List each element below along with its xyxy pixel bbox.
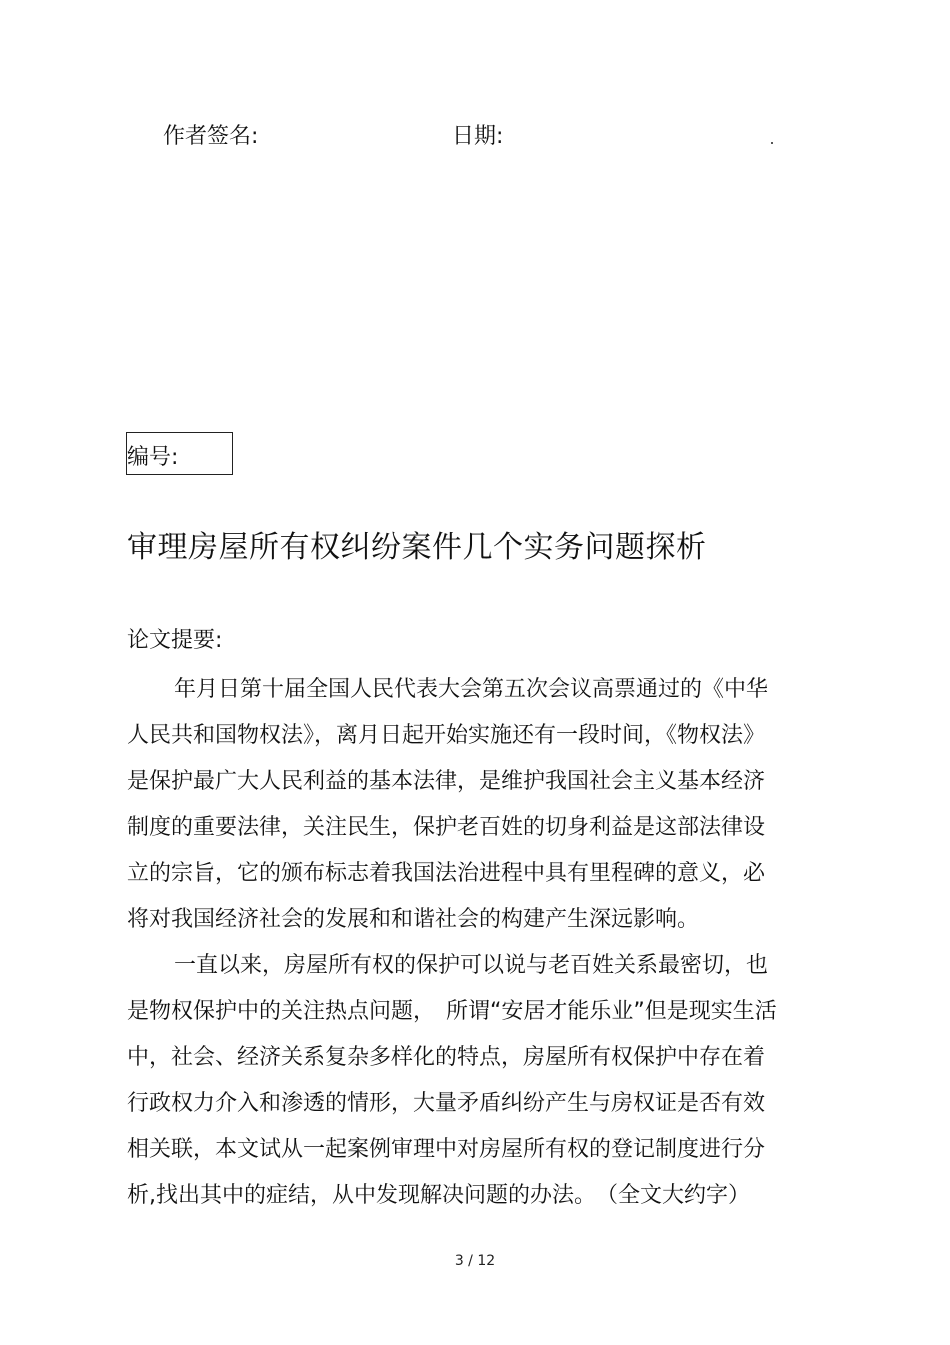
abstract-p1-line-3: 是保护最广大人民利益的基本法律，是维护我国社会主义基本经济 [127, 769, 766, 794]
stray-mark [771, 142, 773, 144]
author-signature-label: 作者签名: [163, 124, 259, 149]
abstract-p1-line-1: 年月日第十届全国人民代表大会第五次会议高票通过的《中华 [174, 677, 769, 702]
abstract-p1-line-4: 制度的重要法律，关注民生，保护老百姓的切身利益是这部法律设 [127, 815, 766, 840]
abstract-p2-line-4: 行政权力介入和渗透的情形，大量矛盾纠纷产生与房权证是否有效 [127, 1091, 766, 1116]
abstract-p1-line-6: 将对我国经济社会的发展和和谐社会的构建产生深远影响。 [127, 907, 700, 932]
abstract-p2-line-5: 相关联，本文试从一起案例审理中对房屋所有权的登记制度进行分 [127, 1137, 766, 1162]
abstract-p1-line-2: 人民共和国物权法》，离月日起开始实施还有一段时间，《物权法》 [127, 723, 766, 748]
abstract-heading: 论文提要: [127, 628, 223, 653]
abstract-p2-line-6: 析,找出其中的症结，从中发现解决问题的办法。 （全文大约字） [127, 1183, 750, 1208]
page-number: 3 / 12 [454, 1253, 496, 1269]
abstract-p2-line-3: 中，社会、经济关系复杂多样化的特点，房屋所有权保护中存在着 [127, 1045, 766, 1070]
number-field-label: 编号: [127, 445, 179, 470]
abstract-p1-line-5: 立的宗旨，它的颁布标志着我国法治进程中具有里程碑的意义，必 [127, 861, 766, 886]
date-label: 日期: [452, 124, 504, 149]
abstract-p2-line-1: 一直以来，房屋所有权的保护可以说与老百姓关系最密切，也 [174, 953, 769, 978]
abstract-p2-line-2: 是物权保护中的关注热点问题， 所谓“安居才能乐业”但是现实生活 [127, 999, 777, 1024]
document-title: 审理房屋所有权纠纷案件几个实务问题探析 [127, 530, 707, 565]
